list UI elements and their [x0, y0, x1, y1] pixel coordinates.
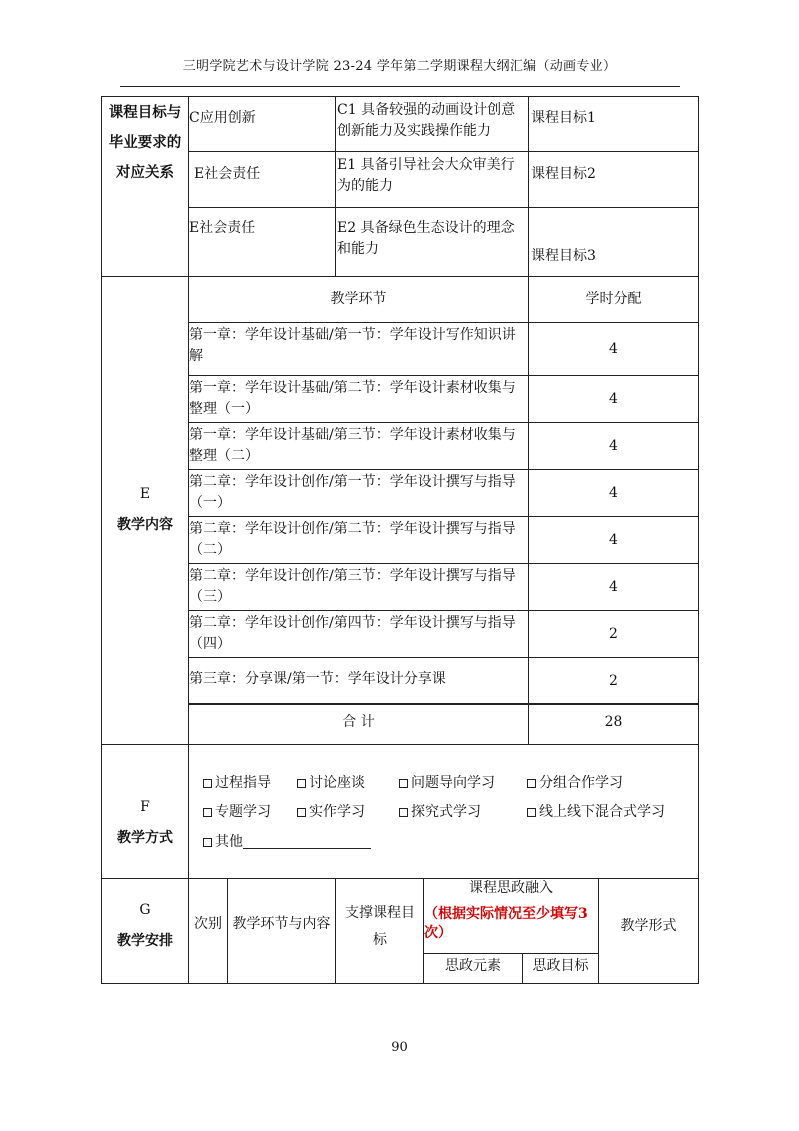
section-g-letter: G: [139, 902, 151, 918]
checkbox-icon[interactable]: [399, 808, 408, 817]
content-row-hours: 4: [609, 391, 618, 407]
req-text-3: E社会责任: [189, 220, 256, 236]
content-row-hours: 4: [609, 485, 618, 501]
content-row-section: 第一章：学年设计基础/第一节：学年设计写作知识讲解: [189, 327, 516, 364]
content-row-section: 第一章：学年设计基础/第三节：学年设计素材收集与整理（二）: [189, 427, 516, 464]
section-g-label: 教学安排: [117, 933, 173, 949]
col-ideology: 课程思政融入: [469, 880, 553, 896]
page-number: 90: [391, 1040, 408, 1055]
content-row-section: 第二章：学年设计创作/第四节：学年设计撰写与指导（四）: [189, 615, 516, 652]
col-order: 次别: [194, 916, 222, 932]
content-row-hours: 4: [609, 341, 618, 357]
page-header-title: 三明学院艺术与设计学院 23-24 学年第二学期课程大纲汇编（动画专业）: [182, 59, 617, 74]
checkbox-icon[interactable]: [297, 808, 306, 817]
section-f-letter: F: [140, 799, 150, 815]
col-goal: 思政目标: [532, 958, 589, 974]
checkbox-icon[interactable]: [527, 779, 536, 788]
total-label: 合 计: [342, 714, 375, 730]
method-option-process-guidance[interactable]: 过程指导: [203, 773, 271, 793]
checkbox-icon[interactable]: [203, 779, 212, 788]
method-option-topic-study[interactable]: 专题学习: [203, 802, 271, 822]
content-row-section: 第二章：学年设计创作/第二节：学年设计撰写与指导（二）: [189, 521, 516, 558]
method-option-problem-oriented[interactable]: 问题导向学习: [399, 773, 495, 793]
method-option-discussion[interactable]: 讨论座谈: [297, 773, 365, 793]
req-text-1: C应用创新: [189, 110, 256, 126]
content-row-section: 第二章：学年设计创作/第三节：学年设计撰写与指导（三）: [189, 568, 516, 605]
checkbox-icon[interactable]: [297, 779, 306, 788]
section-f-label: 教学方式: [117, 830, 173, 846]
goal-text-2: 课程目标2: [531, 166, 596, 182]
content-row-hours: 4: [609, 579, 618, 595]
content-row-section: 第三章：分享课/第一节：学年设计分享课: [189, 671, 446, 687]
req-text-2: E社会责任: [194, 166, 261, 182]
goal-text-3: 课程目标3: [531, 248, 596, 264]
other-method-field[interactable]: [243, 834, 371, 849]
content-row-hours: 2: [609, 626, 618, 642]
checkbox-icon[interactable]: [203, 838, 212, 847]
indicator-text-3: E2 具备绿色生态设计的理念和能力: [337, 220, 515, 257]
col-form: 教学形式: [620, 918, 677, 934]
method-option-blended[interactable]: 线上线下混合式学习: [527, 802, 665, 822]
col-header-section: 教学环节: [330, 291, 387, 307]
col-content: 教学环节与内容: [232, 916, 331, 932]
col-ideology-note: （根据实际情况至少填写3次）: [424, 906, 588, 941]
content-row-hours: 4: [609, 532, 618, 548]
content-row-section: 第一章：学年设计基础/第二节：学年设计素材收集与整理（一）: [189, 380, 516, 417]
method-option-inquiry[interactable]: 探究式学习: [399, 802, 481, 822]
content-row-hours: 2: [609, 673, 618, 689]
method-option-group-cooperation[interactable]: 分组合作学习: [527, 773, 623, 793]
section-e-label: 教学内容: [117, 517, 173, 533]
section-e-letter: E: [139, 486, 151, 502]
section-d-label: 课程目标与毕业要求的对应关系: [108, 104, 182, 181]
method-option-practice[interactable]: 实作学习: [297, 802, 365, 822]
checkbox-icon[interactable]: [527, 808, 536, 817]
col-element: 思政元素: [445, 958, 501, 974]
content-row-hours: 4: [609, 438, 618, 454]
indicator-text-1: C1 具备较强的动画设计创意创新能力及实践操作能力: [337, 102, 516, 139]
total-hours: 28: [604, 714, 623, 730]
indicator-text-2: E1 具备引导社会大众审美行为的能力: [337, 157, 515, 194]
checkbox-icon[interactable]: [399, 779, 408, 788]
col-header-hours: 学时分配: [585, 291, 642, 307]
content-row-section: 第二章：学年设计创作/第一节：学年设计撰写与指导（一）: [189, 474, 516, 511]
col-support: 支撑课程目标: [345, 905, 415, 948]
section-e-label-cell: [101, 276, 189, 745]
checkbox-icon[interactable]: [203, 808, 212, 817]
goal-text-1: 课程目标1: [531, 110, 596, 126]
method-option-other[interactable]: 其他: [203, 832, 371, 852]
header-rule: [120, 86, 680, 87]
